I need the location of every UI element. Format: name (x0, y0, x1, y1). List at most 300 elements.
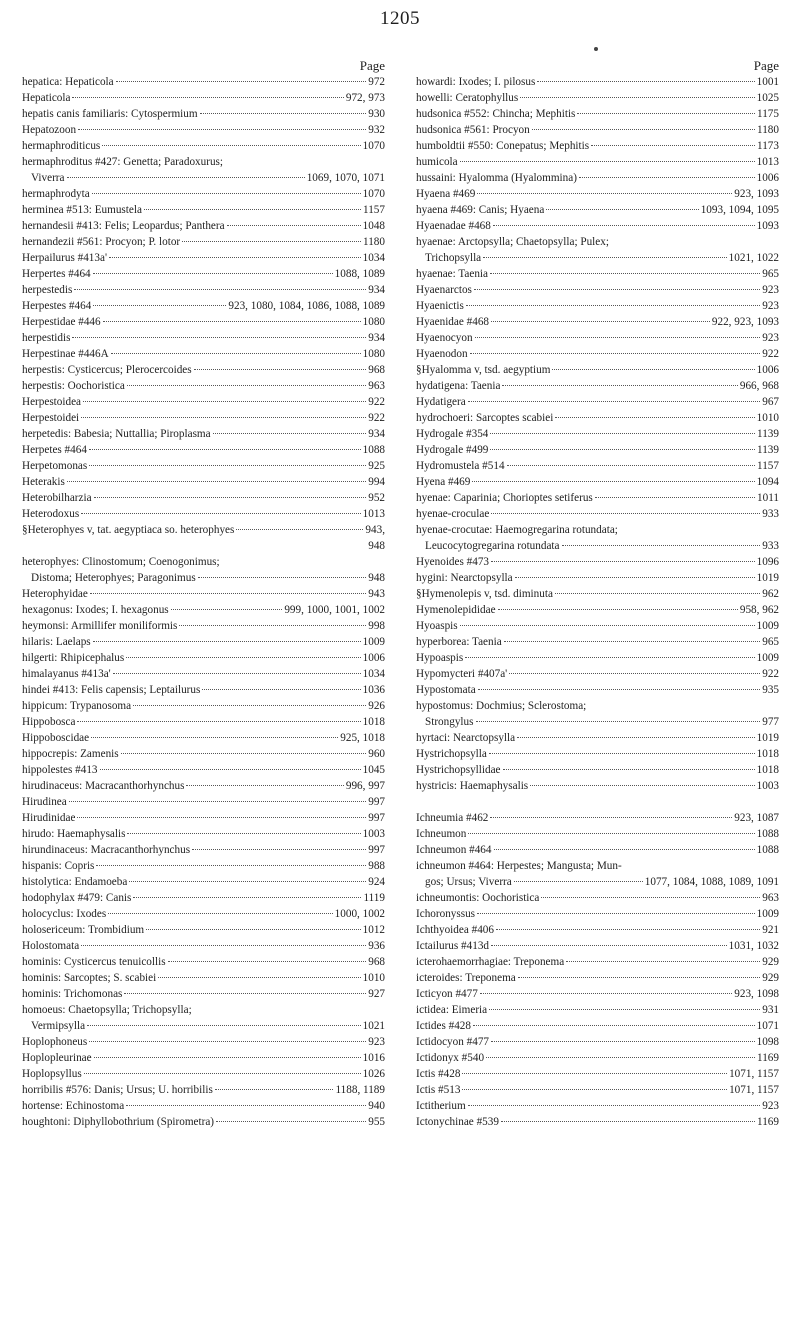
index-entry (22, 1034, 385, 1050)
dot-leader (100, 769, 361, 770)
index-entry (22, 570, 385, 586)
dot-leader (215, 1089, 334, 1090)
dot-leader (93, 641, 361, 642)
entry-pages: 1003 (362, 828, 385, 840)
entry-pages: 1169 (757, 1116, 779, 1128)
index-entry (416, 74, 779, 90)
index-entries (22, 74, 385, 1130)
entry-pages: 997 (368, 844, 385, 856)
dot-leader (520, 97, 754, 98)
entry-pages: 1006 (756, 172, 779, 184)
index-entry (416, 714, 779, 730)
dot-leader (89, 449, 361, 450)
dot-leader (109, 257, 361, 258)
index-entry (416, 234, 779, 250)
entry-pages: 1088 (756, 844, 779, 856)
entry-term: icteroides: Treponema (416, 972, 516, 984)
entry-pages: 988 (368, 860, 385, 872)
dot-leader (67, 481, 366, 482)
dot-leader (94, 1057, 361, 1058)
dot-leader (490, 433, 755, 434)
entry-term: Ichoronyssus (416, 908, 476, 920)
entry-pages: 1071, 1157 (729, 1084, 779, 1096)
entry-term: humicola (416, 156, 458, 168)
entry-term: ichneumon #464: Herpestes; Mangusta; Mun- (416, 860, 622, 872)
entry-term: hepatis canis familiaris: Cytospermium (22, 108, 198, 120)
entry-term: Hepatozoon (22, 124, 77, 136)
entry-term: Viverra (31, 172, 65, 184)
entry-pages: 1070 (362, 140, 385, 152)
index-entry (22, 442, 385, 458)
entry-term: Hoplophoneus (22, 1036, 88, 1048)
index-entry (416, 138, 779, 154)
dot-leader (158, 977, 360, 978)
entry-pages: 1175 (757, 108, 779, 120)
index-entry (416, 314, 779, 330)
dot-leader (483, 257, 727, 258)
entry-pages: 952 (368, 492, 385, 504)
entry-pages: 1080 (362, 316, 385, 328)
index-entry (22, 106, 385, 122)
entry-term: hernandezii #561: Procyon; P. lotor (22, 236, 181, 248)
entry-pages: 1018 (756, 764, 779, 776)
index-entry (22, 74, 385, 90)
dot-leader (562, 545, 761, 546)
entry-term: hyenae-crocutae: Haemogregarina rotundata; (416, 524, 618, 536)
index-entry (22, 394, 385, 410)
entry-term: hominis: Sarcoptes; S. scabiei (22, 972, 157, 984)
entry-pages: 1036 (362, 684, 385, 696)
entry-term: Herpertes #464 (22, 268, 91, 280)
dot-leader (200, 113, 367, 114)
dot-leader (490, 449, 755, 450)
index-entry (416, 346, 779, 362)
entry-pages: 940 (368, 1100, 385, 1112)
index-entry (22, 682, 385, 698)
index-entry (22, 826, 385, 842)
index-entry (416, 458, 779, 474)
index-entry (416, 490, 779, 506)
index-entry (22, 346, 385, 362)
entry-term: hippocrepis: Zamenis (22, 748, 119, 760)
entry-pages: 1173 (757, 140, 779, 152)
index-entry (416, 1034, 779, 1050)
index-entry (416, 906, 779, 922)
dot-leader (555, 417, 754, 418)
entry-pages: 933 (762, 508, 779, 520)
entry-pages: 1018 (362, 716, 385, 728)
dot-leader (74, 289, 366, 290)
index-entry (22, 186, 385, 202)
dot-leader (77, 817, 366, 818)
dot-leader (470, 353, 761, 354)
index-entry (22, 314, 385, 330)
index-entry (22, 730, 385, 746)
entry-term: Hydrogale #499 (416, 444, 489, 456)
entry-term: Ictitherium (416, 1100, 466, 1112)
entry-pages: 922 (368, 412, 385, 424)
entry-pages: 1010 (756, 412, 779, 424)
entry-pages: 923 (368, 1036, 385, 1048)
entry-pages: 923 (762, 1100, 779, 1112)
entry-term: heterophyes: Clinostomum; Coenogonimus; (22, 556, 220, 568)
entry-term: Hymenolepididae (416, 604, 496, 616)
entry-term: Ictidonyx #540 (416, 1052, 485, 1064)
entry-term: hilaris: Laelaps (22, 636, 91, 648)
entry-pages: 931 (762, 1004, 779, 1016)
entry-pages: 996, 997 (345, 780, 385, 792)
entry-pages: 1021, 1022 (728, 252, 779, 264)
entry-term: hepatica: Hepaticola (22, 76, 114, 88)
entry-pages: 960 (368, 748, 385, 760)
index-entry (22, 762, 385, 778)
dot-leader (236, 529, 363, 530)
dot-leader (486, 1057, 755, 1058)
entry-pages: 1070 (362, 188, 385, 200)
entry-pages: 972 (368, 76, 385, 88)
dot-leader (489, 753, 755, 754)
entry-pages: 1019 (756, 572, 779, 584)
entry-term: §Hymenolepis v, tsd. diminuta (416, 588, 553, 600)
index-entry (22, 1066, 385, 1082)
index-entry (22, 202, 385, 218)
entry-pages: 998 (368, 620, 385, 632)
dot-leader (532, 129, 755, 130)
dot-leader (179, 625, 366, 626)
entry-term: Hyena #469 (416, 476, 471, 488)
dot-leader (93, 273, 333, 274)
entry-term: Hydrogale #354 (416, 428, 489, 440)
index-entry (22, 650, 385, 666)
entry-pages: 1093 (756, 220, 779, 232)
dot-leader (507, 465, 755, 466)
index-entry (22, 410, 385, 426)
blank-line (416, 794, 779, 810)
entry-pages: 965 (762, 636, 779, 648)
entry-term: hystricis: Haemaphysalis (416, 780, 529, 792)
entry-term: hortense: Echinostoma (22, 1100, 125, 1112)
index-entry (22, 714, 385, 730)
dot-leader (213, 433, 367, 434)
entry-pages: 955 (368, 1116, 385, 1128)
entry-term: Ichthyoidea #406 (416, 924, 494, 936)
dot-leader (491, 513, 760, 514)
dot-leader (537, 81, 754, 82)
entry-term: Hyaenadae #468 (416, 220, 491, 232)
entry-term: Ictailurus #413d (416, 940, 490, 952)
entry-term: Hydatigera (416, 396, 466, 408)
index-entry (416, 970, 779, 986)
index-entry (416, 810, 779, 826)
index-entry (416, 730, 779, 746)
index-entry (22, 538, 385, 554)
dot-leader (81, 513, 360, 514)
entry-term: hippolestes #413 (22, 764, 98, 776)
dot-leader (133, 897, 361, 898)
index-entry (22, 890, 385, 906)
entry-term: herpestis: Cysticercus; Plerocercoides (22, 364, 192, 376)
entry-pages: 934 (368, 332, 385, 344)
entry-pages: 932 (368, 124, 385, 136)
dot-leader (129, 881, 366, 882)
index-entry (416, 890, 779, 906)
index-entry (22, 170, 385, 186)
dot-leader (591, 145, 755, 146)
dot-leader (89, 1041, 366, 1042)
index-entry (22, 90, 385, 106)
index-entry (22, 906, 385, 922)
index-entry (416, 186, 779, 202)
entry-pages: 1096 (756, 556, 779, 568)
entry-term: Vermipsylla (31, 1020, 86, 1032)
entry-term: Herpestoidei (22, 412, 80, 424)
entry-pages: 1003 (756, 780, 779, 792)
dot-leader (478, 689, 761, 690)
index-entry (416, 954, 779, 970)
dot-leader (566, 961, 760, 962)
entry-pages: 968 (368, 956, 385, 968)
entry-pages: 934 (368, 284, 385, 296)
entry-pages: 948 (368, 572, 385, 584)
entry-pages: 1009 (756, 908, 779, 920)
dot-leader (227, 225, 361, 226)
index-entry (416, 618, 779, 634)
entry-term: ichneumontis: Oochoristica (416, 892, 540, 904)
dot-leader (465, 657, 754, 658)
entry-term: Ictides #428 (416, 1020, 471, 1032)
dot-leader (90, 593, 366, 594)
entry-pages: 948 (368, 540, 385, 552)
entry-term: Distoma; Heterophyes; Paragonimus (31, 572, 196, 584)
dot-leader (490, 817, 732, 818)
index-entry (22, 1002, 385, 1018)
entry-term: Heterophyidae (22, 588, 88, 600)
entry-pages: 1031, 1032 (728, 940, 779, 952)
index-entry (22, 954, 385, 970)
entry-term: hyrtaci: Nearctopsylla (416, 732, 516, 744)
entry-term: Hystrichopsylla (416, 748, 487, 760)
index-entry (416, 106, 779, 122)
entry-pages: 923 (762, 332, 779, 344)
index-entry (416, 1018, 779, 1034)
entry-term: Hystrichopsyllidae (416, 764, 501, 776)
entry-term: Hyaena #469 (416, 188, 476, 200)
entry-term: Trichopsylla (425, 252, 482, 264)
dot-leader (491, 945, 727, 946)
entry-pages: 923, 1087 (734, 812, 779, 824)
entry-pages: 1011 (757, 492, 779, 504)
dot-leader (503, 769, 755, 770)
entry-term: hippicum: Trypanosoma (22, 700, 132, 712)
index-entry (22, 922, 385, 938)
index-entry (416, 378, 779, 394)
dot-leader (81, 417, 366, 418)
dot-leader (78, 129, 366, 130)
index-entry (416, 554, 779, 570)
entry-pages: 923 (762, 300, 779, 312)
entry-pages: 1139 (757, 444, 779, 456)
index-entry (22, 154, 385, 170)
index-entry (22, 474, 385, 490)
entry-pages: 1080 (362, 348, 385, 360)
index-entry (416, 506, 779, 522)
index-entry (416, 122, 779, 138)
dot-leader (518, 977, 760, 978)
index-entry (22, 362, 385, 378)
dot-leader (94, 497, 367, 498)
entry-term: Hyaenodon (416, 348, 468, 360)
dot-leader (81, 945, 366, 946)
index-entry (416, 298, 779, 314)
entry-pages: 1045 (362, 764, 385, 776)
entry-term: hirudo: Haemaphysalis (22, 828, 126, 840)
dot-leader (517, 737, 755, 738)
index-entry (416, 410, 779, 426)
entry-pages: 935 (762, 684, 779, 696)
index-entry (22, 506, 385, 522)
entry-pages: 997 (368, 796, 385, 808)
dot-leader (144, 209, 361, 210)
dot-leader (121, 753, 367, 754)
entry-term: Holostomata (22, 940, 80, 952)
dot-leader (186, 785, 343, 786)
dot-leader (96, 865, 366, 866)
index-entry (416, 90, 779, 106)
index-entry (416, 282, 779, 298)
dot-leader (579, 177, 755, 178)
dot-leader (182, 241, 361, 242)
index-entry (416, 538, 779, 554)
entry-pages: 977 (762, 716, 779, 728)
index-entry (416, 746, 779, 762)
entry-pages: 1013 (362, 508, 385, 520)
entry-term: Hippoboscidae (22, 732, 90, 744)
dot-leader (69, 801, 366, 802)
entry-pages: 967 (762, 396, 779, 408)
index-entry (416, 778, 779, 794)
entry-term: Heterodoxus (22, 508, 80, 520)
entry-pages: 922, 923, 1093 (711, 316, 779, 328)
entry-pages: 1157 (363, 204, 385, 216)
index-entry (22, 554, 385, 570)
index-entry (416, 1002, 779, 1018)
dot-leader (91, 737, 338, 738)
entry-term: hirudinaceus: Macracanthorhynchus (22, 780, 185, 792)
entry-term: Hoplopsyllus (22, 1068, 82, 1080)
index-entry (416, 170, 779, 186)
dot-leader (77, 721, 360, 722)
entry-term: Herpestes #464 (22, 300, 92, 312)
entry-pages: 923 (762, 284, 779, 296)
index-entry (22, 618, 385, 634)
index-entry (416, 250, 779, 266)
dot-leader (493, 225, 755, 226)
dot-leader (168, 961, 367, 962)
index-entry (22, 986, 385, 1002)
dot-leader (67, 177, 305, 178)
dot-leader (116, 81, 367, 82)
dot-leader (84, 1073, 361, 1074)
entry-pages: 1026 (362, 1068, 385, 1080)
entry-term: Hoplopleurinae (22, 1052, 92, 1064)
entry-pages: 962 (762, 588, 779, 600)
dot-leader (472, 481, 754, 482)
entry-term: hernandesii #413: Felis; Leopardus; Panthera (22, 220, 225, 232)
dot-leader (460, 625, 755, 626)
dot-leader (491, 561, 755, 562)
entry-term: Herpailurus #413a' (22, 252, 107, 264)
entry-term: houghtoni: Diphyllobothrium (Spirometra) (22, 1116, 215, 1128)
entry-pages: 930 (368, 108, 385, 120)
index-entry (22, 794, 385, 810)
entry-pages: 922 (762, 668, 779, 680)
dot-leader (198, 577, 367, 578)
index-entry (22, 234, 385, 250)
index-entry (22, 602, 385, 618)
entry-pages: 927 (368, 988, 385, 1000)
entry-term: hominis: Cysticercus tenuicollis (22, 956, 166, 968)
index-entry (22, 298, 385, 314)
index-entry (416, 474, 779, 490)
entry-term: Heterobilharzia (22, 492, 92, 504)
entry-term: Hepaticola (22, 92, 71, 104)
entry-term: Hirudinidae (22, 812, 76, 824)
index-entry (416, 858, 779, 874)
index-entry (22, 698, 385, 714)
index-entry (416, 762, 779, 778)
dot-leader (202, 689, 360, 690)
entry-term: hyperborea: Taenia (416, 636, 502, 648)
dot-leader (103, 321, 361, 322)
entry-pages: 1139 (757, 428, 779, 440)
dot-leader (498, 609, 738, 610)
entry-pages: 965 (762, 268, 779, 280)
left-index-column (22, 58, 385, 1130)
index-entry (416, 842, 779, 858)
entry-pages: 994 (368, 476, 385, 488)
entry-term: hyaenae: Arctopsylla; Chaetopsylla; Pulex; (416, 236, 609, 248)
dot-leader (477, 193, 732, 194)
entry-term: hermaphrodyta (22, 188, 90, 200)
entry-term: Hypostomata (416, 684, 476, 696)
entry-pages: 943 (368, 588, 385, 600)
dot-leader (87, 1025, 361, 1026)
entry-term: Herpestinae #446A (22, 348, 109, 360)
index-entry (416, 218, 779, 234)
entry-pages: 1006 (362, 652, 385, 664)
dot-leader (496, 929, 760, 930)
entry-pages: 921 (762, 924, 779, 936)
index-entry (22, 858, 385, 874)
entry-term: Heterakis (22, 476, 65, 488)
dot-leader (577, 113, 755, 114)
dot-leader (146, 929, 360, 930)
entry-term: ictidea: Eimeria (416, 1004, 488, 1016)
index-entry (22, 122, 385, 138)
dot-leader (216, 1121, 366, 1122)
entry-term: hypostomus: Dochmius; Sclerostoma; (416, 700, 587, 712)
dot-leader (480, 993, 732, 994)
dot-leader (494, 849, 755, 850)
entry-term: hexagonus: Ixodes; I. hexagonus (22, 604, 169, 616)
index-entry (416, 154, 779, 170)
index-entry (22, 458, 385, 474)
entry-term: hudsonica #561: Procyon (416, 124, 530, 136)
index-entry (416, 330, 779, 346)
bullet-mark (594, 47, 598, 51)
entry-pages: 1088, 1089 (334, 268, 385, 280)
dot-leader (595, 497, 755, 498)
